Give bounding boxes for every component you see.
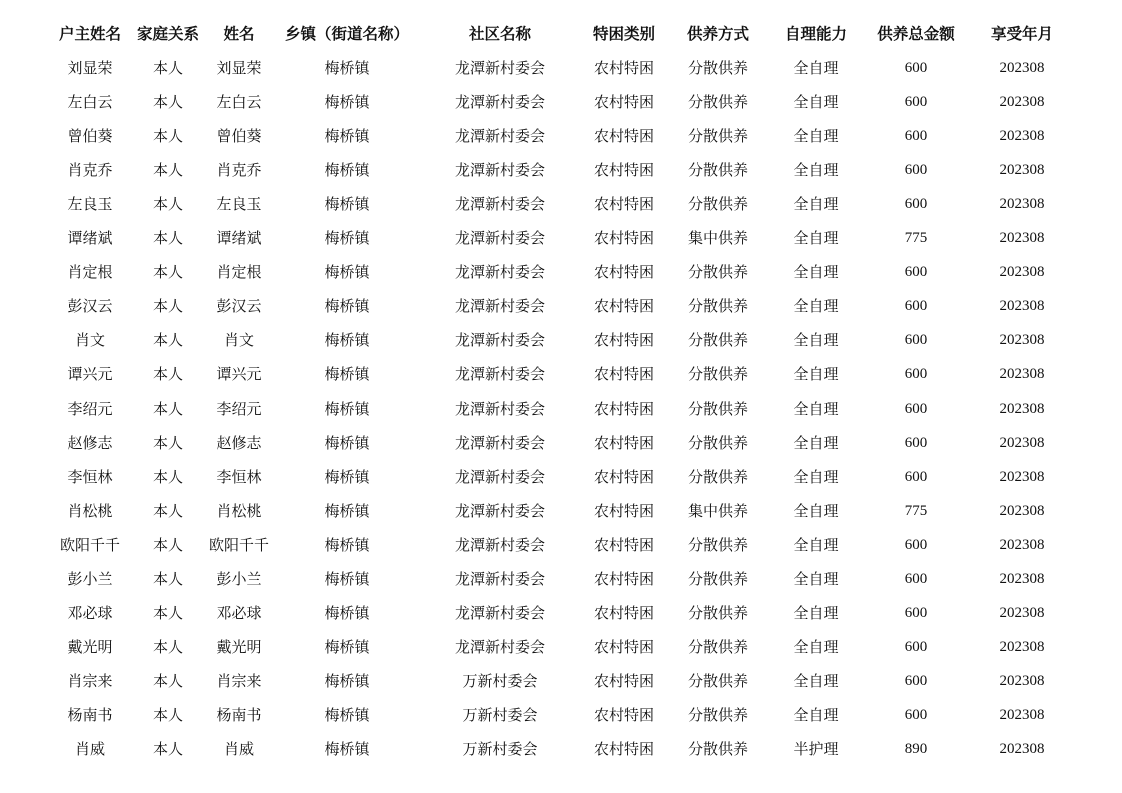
cell-relation: 本人 [152, 535, 183, 554]
cell-category: 农村特困 [593, 195, 654, 214]
cell-relation: 本人 [152, 195, 183, 214]
cell-self-care: 全自理 [793, 365, 839, 384]
cell-support-mode: 分散供养 [687, 263, 748, 282]
cell-name: 曾伯葵 [216, 127, 262, 146]
cell-amount: 600 [904, 298, 928, 315]
cell-community: 龙潭新村委会 [454, 229, 545, 248]
cell-township: 梅桥镇 [324, 569, 370, 588]
cell-category: 农村特困 [593, 501, 654, 520]
cell-name: 谭绪斌 [216, 229, 262, 248]
header-township: 乡镇（街道名称） [284, 24, 409, 43]
cell-township: 梅桥镇 [324, 161, 370, 180]
table-row [0, 732, 1122, 766]
header-month: 享受年月 [990, 24, 1053, 43]
cell-month: 202308 [999, 502, 1045, 519]
cell-category: 农村特困 [593, 433, 654, 452]
cell-name: 戴光明 [216, 637, 262, 656]
cell-household-head: 李绍元 [67, 399, 113, 418]
cell-household-head: 谭兴元 [67, 365, 113, 384]
cell-community: 龙潭新村委会 [454, 569, 545, 588]
cell-household-head: 彭小兰 [67, 569, 113, 588]
cell-self-care: 全自理 [793, 569, 839, 588]
table-row [0, 153, 1122, 187]
cell-category: 农村特困 [593, 59, 654, 77]
table-row [0, 460, 1122, 494]
cell-township: 梅桥镇 [324, 603, 370, 622]
table-row [0, 221, 1122, 255]
cell-relation: 本人 [152, 501, 183, 520]
cell-community: 龙潭新村委会 [454, 399, 545, 418]
cell-month: 202308 [999, 196, 1045, 213]
cell-name: 肖宗来 [216, 671, 262, 690]
cell-community: 万新村委会 [462, 740, 538, 758]
cell-self-care: 全自理 [793, 297, 839, 316]
cell-name: 彭小兰 [216, 569, 262, 588]
cell-relation: 本人 [152, 365, 183, 384]
cell-township: 梅桥镇 [324, 501, 370, 520]
cell-month: 202308 [999, 536, 1045, 553]
cell-month: 202308 [999, 94, 1045, 111]
cell-household-head: 曾伯葵 [67, 127, 113, 146]
cell-amount: 775 [904, 230, 928, 247]
table-row [0, 630, 1122, 664]
cell-month: 202308 [999, 230, 1045, 247]
cell-relation: 本人 [152, 433, 183, 452]
cell-township: 梅桥镇 [324, 740, 370, 758]
cell-month: 202308 [999, 468, 1045, 485]
cell-category: 农村特困 [593, 297, 654, 316]
table-row [0, 323, 1122, 357]
table-row [0, 51, 1122, 85]
cell-township: 梅桥镇 [324, 671, 370, 690]
cell-support-mode: 分散供养 [687, 365, 748, 384]
cell-month: 202308 [999, 332, 1045, 349]
cell-self-care: 全自理 [793, 93, 839, 112]
cell-category: 农村特困 [593, 740, 654, 758]
cell-amount: 600 [904, 366, 928, 383]
cell-community: 龙潭新村委会 [454, 365, 545, 384]
cell-community: 龙潭新村委会 [454, 195, 545, 214]
cell-relation: 本人 [152, 127, 183, 146]
cell-self-care: 半护理 [793, 740, 839, 758]
cell-amount: 600 [904, 400, 928, 417]
cell-amount: 600 [904, 332, 928, 349]
cell-category: 农村特困 [593, 399, 654, 418]
cell-relation: 本人 [152, 740, 183, 758]
cell-support-mode: 分散供养 [687, 740, 748, 758]
cell-category: 农村特困 [593, 705, 654, 724]
cell-community: 龙潭新村委会 [454, 637, 545, 656]
cell-category: 农村特困 [593, 535, 654, 554]
header-relation: 家庭关系 [136, 24, 199, 43]
cell-category: 农村特困 [593, 569, 654, 588]
cell-community: 龙潭新村委会 [454, 93, 545, 112]
cell-month: 202308 [999, 298, 1045, 315]
cell-amount: 600 [904, 604, 928, 621]
cell-category: 农村特困 [593, 93, 654, 112]
cell-household-head: 左白云 [67, 93, 113, 112]
cell-household-head: 邓必球 [67, 603, 113, 622]
header-name: 姓名 [223, 24, 255, 43]
cell-support-mode: 分散供养 [687, 161, 748, 180]
cell-month: 202308 [999, 264, 1045, 281]
table-row [0, 562, 1122, 596]
cell-household-head: 赵修志 [67, 433, 113, 452]
cell-household-head: 肖松桃 [67, 501, 113, 520]
cell-community: 万新村委会 [462, 705, 538, 724]
cell-support-mode: 分散供养 [687, 331, 748, 350]
cell-support-mode: 分散供养 [687, 535, 748, 554]
cell-relation: 本人 [152, 569, 183, 588]
cell-township: 梅桥镇 [324, 195, 370, 214]
cell-household-head: 彭汉云 [67, 297, 113, 316]
table-row [0, 664, 1122, 698]
cell-township: 梅桥镇 [324, 399, 370, 418]
header-self-care: 自理能力 [784, 24, 847, 43]
table-row [0, 289, 1122, 323]
cell-household-head: 杨南书 [67, 705, 113, 724]
cell-community: 龙潭新村委会 [454, 433, 545, 452]
cell-township: 梅桥镇 [324, 297, 370, 316]
cell-self-care: 全自理 [793, 127, 839, 146]
cell-self-care: 全自理 [793, 535, 839, 554]
cell-relation: 本人 [152, 297, 183, 316]
cell-township: 梅桥镇 [324, 263, 370, 282]
cell-support-mode: 分散供养 [687, 467, 748, 486]
cell-community: 龙潭新村委会 [454, 331, 545, 350]
cell-support-mode: 分散供养 [687, 637, 748, 656]
table-row [0, 85, 1122, 119]
cell-community: 龙潭新村委会 [454, 297, 545, 316]
table-header [0, 17, 1122, 51]
cell-month: 202308 [999, 366, 1045, 383]
header-amount: 供养总金额 [877, 24, 955, 43]
cell-month: 202308 [999, 570, 1045, 587]
cell-amount: 600 [904, 672, 928, 689]
cell-household-head: 肖定根 [67, 263, 113, 282]
cell-community: 龙潭新村委会 [454, 161, 545, 180]
cell-month: 202308 [999, 604, 1045, 621]
cell-category: 农村特困 [593, 365, 654, 384]
cell-self-care: 全自理 [793, 59, 839, 77]
cell-support-mode: 分散供养 [687, 93, 748, 112]
cell-name: 邓必球 [216, 603, 262, 622]
cell-relation: 本人 [152, 705, 183, 724]
cell-household-head: 肖威 [74, 740, 105, 758]
cell-support-mode: 分散供养 [687, 195, 748, 214]
cell-self-care: 全自理 [793, 399, 839, 418]
cell-relation: 本人 [152, 399, 183, 418]
cell-community: 龙潭新村委会 [454, 603, 545, 622]
cell-amount: 600 [904, 468, 928, 485]
cell-relation: 本人 [152, 161, 183, 180]
cell-category: 农村特困 [593, 331, 654, 350]
cell-support-mode: 分散供养 [687, 705, 748, 724]
cell-category: 农村特困 [593, 127, 654, 146]
cell-relation: 本人 [152, 467, 183, 486]
table-row [0, 596, 1122, 630]
cell-township: 梅桥镇 [324, 467, 370, 486]
cell-category: 农村特困 [593, 263, 654, 282]
cell-category: 农村特困 [593, 229, 654, 248]
cell-support-mode: 分散供养 [687, 127, 748, 146]
cell-amount: 600 [904, 536, 928, 553]
cell-township: 梅桥镇 [324, 331, 370, 350]
cell-category: 农村特困 [593, 603, 654, 622]
cell-community: 龙潭新村委会 [454, 467, 545, 486]
cell-self-care: 全自理 [793, 229, 839, 248]
cell-self-care: 全自理 [793, 671, 839, 690]
cell-township: 梅桥镇 [324, 127, 370, 146]
cell-household-head: 刘显荣 [67, 59, 113, 77]
cell-amount: 775 [904, 502, 928, 519]
cell-support-mode: 分散供养 [687, 399, 748, 418]
table-row [0, 698, 1122, 732]
cell-community: 龙潭新村委会 [454, 127, 545, 146]
cell-relation: 本人 [152, 93, 183, 112]
cell-relation: 本人 [152, 263, 183, 282]
cell-community: 龙潭新村委会 [454, 263, 545, 282]
cell-support-mode: 分散供养 [687, 569, 748, 588]
cell-amount: 600 [904, 128, 928, 145]
cell-name: 肖克乔 [216, 161, 262, 180]
cell-support-mode: 分散供养 [687, 59, 748, 77]
cell-self-care: 全自理 [793, 331, 839, 350]
cell-township: 梅桥镇 [324, 637, 370, 656]
table-row [0, 255, 1122, 289]
cell-township: 梅桥镇 [324, 93, 370, 112]
cell-self-care: 全自理 [793, 161, 839, 180]
header-household-head: 户主姓名 [58, 24, 121, 43]
cell-relation: 本人 [152, 229, 183, 248]
cell-category: 农村特困 [593, 671, 654, 690]
cell-amount: 600 [904, 196, 928, 213]
cell-relation: 本人 [152, 637, 183, 656]
cell-self-care: 全自理 [793, 467, 839, 486]
table-row [0, 119, 1122, 153]
cell-self-care: 全自理 [793, 195, 839, 214]
cell-name: 肖定根 [216, 263, 262, 282]
cell-community: 龙潭新村委会 [454, 535, 545, 554]
cell-community: 龙潭新村委会 [454, 501, 545, 520]
cell-amount: 600 [904, 706, 928, 723]
cell-amount: 600 [904, 570, 928, 587]
cell-amount: 600 [904, 434, 928, 451]
cell-name: 赵修志 [216, 433, 262, 452]
cell-community: 龙潭新村委会 [454, 59, 545, 77]
cell-amount: 890 [904, 741, 928, 757]
cell-household-head: 谭绪斌 [67, 229, 113, 248]
cell-month: 202308 [999, 741, 1045, 757]
cell-support-mode: 分散供养 [687, 603, 748, 622]
cell-month: 202308 [999, 60, 1045, 76]
cell-amount: 600 [904, 162, 928, 179]
table-row [0, 357, 1122, 391]
table-row [0, 494, 1122, 528]
cell-self-care: 全自理 [793, 263, 839, 282]
cell-month: 202308 [999, 434, 1045, 451]
cell-name: 李恒林 [216, 467, 262, 486]
cell-household-head: 左良玉 [67, 195, 113, 214]
cell-support-mode: 集中供养 [687, 229, 748, 248]
table-row [0, 528, 1122, 562]
cell-month: 202308 [999, 638, 1045, 655]
cell-township: 梅桥镇 [324, 535, 370, 554]
cell-name: 左良玉 [216, 195, 262, 214]
header-support-mode: 供养方式 [686, 24, 749, 43]
cell-name: 欧阳千千 [208, 535, 269, 554]
cell-month: 202308 [999, 162, 1045, 179]
cell-self-care: 全自理 [793, 705, 839, 724]
header-community: 社区名称 [468, 24, 531, 43]
cell-relation: 本人 [152, 331, 183, 350]
header-category: 特困类别 [592, 24, 655, 43]
cell-township: 梅桥镇 [324, 229, 370, 248]
cell-relation: 本人 [152, 603, 183, 622]
cell-support-mode: 分散供养 [687, 671, 748, 690]
cell-household-head: 欧阳千千 [59, 535, 120, 554]
table-row [0, 187, 1122, 221]
cell-support-mode: 集中供养 [687, 501, 748, 520]
cell-name: 肖威 [223, 740, 254, 758]
cell-category: 农村特困 [593, 467, 654, 486]
cell-household-head: 肖克乔 [67, 161, 113, 180]
cell-support-mode: 分散供养 [687, 433, 748, 452]
cell-township: 梅桥镇 [324, 365, 370, 384]
cell-self-care: 全自理 [793, 637, 839, 656]
cell-name: 彭汉云 [216, 297, 262, 316]
table-row [0, 426, 1122, 460]
cell-self-care: 全自理 [793, 603, 839, 622]
cell-name: 谭兴元 [216, 365, 262, 384]
cell-self-care: 全自理 [793, 433, 839, 452]
cell-relation: 本人 [152, 59, 183, 77]
cell-category: 农村特困 [593, 637, 654, 656]
cell-name: 杨南书 [216, 705, 262, 724]
cell-name: 左白云 [216, 93, 262, 112]
cell-household-head: 李恒林 [67, 467, 113, 486]
cell-month: 202308 [999, 400, 1045, 417]
cell-relation: 本人 [152, 671, 183, 690]
cell-name: 李绍元 [216, 399, 262, 418]
cell-month: 202308 [999, 672, 1045, 689]
cell-household-head: 戴光明 [67, 637, 113, 656]
cell-month: 202308 [999, 706, 1045, 723]
cell-name: 肖松桃 [216, 501, 262, 520]
cell-amount: 600 [904, 94, 928, 111]
cell-name: 肖文 [223, 331, 254, 350]
cell-name: 刘显荣 [216, 59, 262, 77]
cell-category: 农村特困 [593, 161, 654, 180]
cell-community: 万新村委会 [462, 671, 538, 690]
cell-support-mode: 分散供养 [687, 297, 748, 316]
cell-township: 梅桥镇 [324, 433, 370, 452]
cell-self-care: 全自理 [793, 501, 839, 520]
table-row [0, 392, 1122, 426]
cell-month: 202308 [999, 128, 1045, 145]
cell-household-head: 肖宗来 [67, 671, 113, 690]
cell-household-head: 肖文 [74, 331, 105, 350]
cell-township: 梅桥镇 [324, 59, 370, 77]
cell-amount: 600 [904, 60, 928, 76]
cell-amount: 600 [904, 264, 928, 281]
cell-township: 梅桥镇 [324, 705, 370, 724]
cell-amount: 600 [904, 638, 928, 655]
